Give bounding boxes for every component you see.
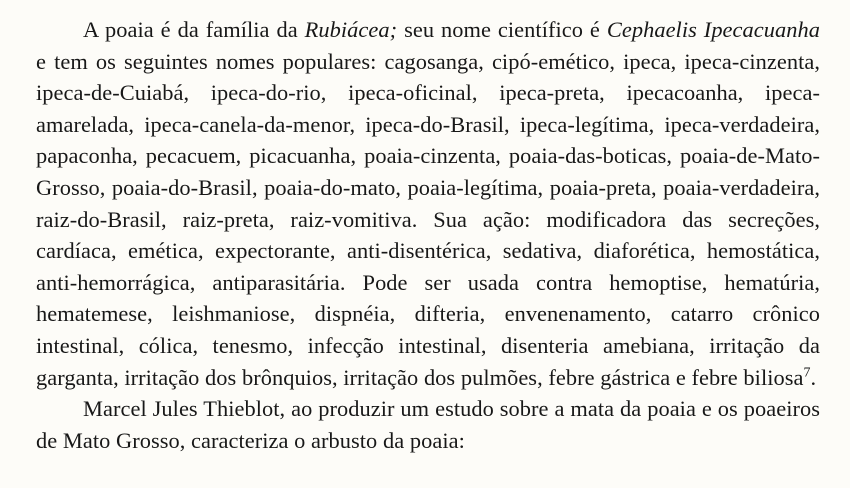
text-run: . xyxy=(810,364,817,390)
italic-term: Cephaelis Ipecacuanha xyxy=(606,17,820,42)
paragraph xyxy=(36,393,820,456)
text-run: seu nome científico é xyxy=(397,17,607,42)
paragraph xyxy=(36,14,820,393)
text-run: Marcel Jules Thieblot, ao produzir um estudo sobre a mata da poaia e os poaeiros de Mato Grosso, caracteriza o arbusto da poaia: xyxy=(36,396,820,453)
document-body xyxy=(36,14,820,456)
text-run: e tem os seguintes nomes populares: cagosanga, cipó-emético, ipeca, ipeca-cinzenta, ipeca-de-Cuiabá, ipeca-do-rio, ipeca-oficinal, ipeca-preta, ipecacoanha, ipeca-amarelada, ipeca-canela-da-menor, ipeca-do-Brasil, ipeca-legítima, ipeca-verdadeira, papaconha, pecacuem, picacuanha, poaia-cinzenta, poaia-das-boticas, poaia-de-Mato-Grosso, poaia-do-Brasil, poaia-do-mato, poaia-legítima, poaia-preta, poaia-verdadeira, raiz-do-Brasil, raiz-preta, raiz-vomitiva. Sua ação: modificadora das secreções, cardíaca, emética, expectorante, anti-disentérica, sedativa, diaforética, hemostática, anti-hemorrágica, antiparasitária. Pode ser usada contra hemoptise, hematúria, hematemese, leishmaniose, dispnéia, difteria, envenenamento, catarro crônico intestinal, cólica, tenesmo, infecção intestinal, disenteria amebiana, irritação da garganta, irritação dos brônquios, irritação dos pulmões, febre gástrica e febre biliosa xyxy=(36,48,820,390)
footnote-marker[interactable]: 7 xyxy=(803,365,811,381)
text-run: A poaia é da família da xyxy=(83,17,305,42)
italic-term: Rubiácea; xyxy=(304,17,398,42)
